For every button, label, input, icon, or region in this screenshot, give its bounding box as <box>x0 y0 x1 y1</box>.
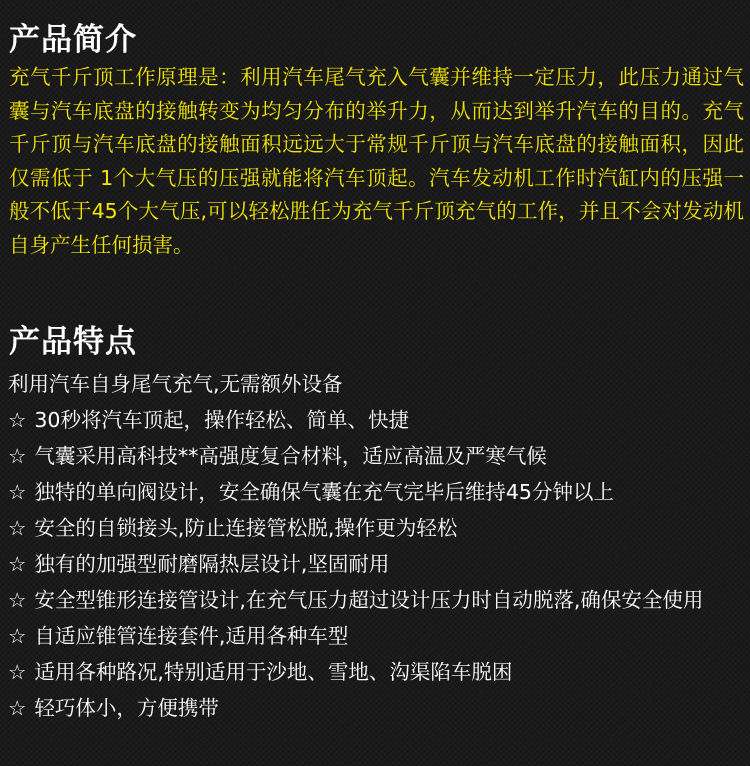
feature-text: 独特的单向阀设计，安全确保气囊在充气完毕后维持45分钟以上 <box>34 480 614 504</box>
feature-text: 30秒将汽车顶起，操作轻松、简单、快捷 <box>34 408 409 432</box>
feature-item <box>8 402 748 438</box>
feature-item <box>8 582 748 618</box>
feature-text: 安全的自锁接头,防止连接管松脱,操作更为轻松 <box>34 516 458 540</box>
star-icon: ☆ <box>8 660 27 684</box>
star-icon: ☆ <box>8 588 27 612</box>
feature-item <box>8 474 748 510</box>
feature-text: 气囊采用高科技**高强度复合材料，适应高温及严寒气候 <box>34 444 547 468</box>
star-icon: ☆ <box>8 480 27 504</box>
feature-text: 适用各种路况,特别适用于沙地、雪地、沟渠陷车脱困 <box>34 660 513 684</box>
star-icon: ☆ <box>8 696 27 720</box>
intro-heading: 产品简介 <box>9 22 137 58</box>
star-icon: ☆ <box>8 516 27 540</box>
feature-item <box>8 546 748 582</box>
features-list <box>8 366 748 726</box>
feature-item <box>8 438 748 474</box>
feature-text: 轻巧体小，方便携带 <box>34 696 219 720</box>
feature-text: 独有的加强型耐磨隔热层设计,坚固耐用 <box>34 552 390 576</box>
feature-item <box>8 510 748 546</box>
feature-item <box>8 618 748 654</box>
features-heading: 产品特点 <box>9 324 137 360</box>
feature-text: 安全型锥形连接管设计,在充气压力超过设计压力时自动脱落,确保安全使用 <box>34 588 704 612</box>
feature-item <box>8 654 748 690</box>
feature-item <box>8 690 748 726</box>
star-icon: ☆ <box>8 444 27 468</box>
star-icon: ☆ <box>8 624 27 648</box>
feature-text: 自适应锥管连接套件,适用各种车型 <box>34 624 349 648</box>
star-icon: ☆ <box>8 552 27 576</box>
feature-lead: 利用汽车自身尾气充气,无需额外设备 <box>8 372 343 396</box>
star-icon: ☆ <box>8 408 27 432</box>
intro-paragraph: 充气千斤顶工作原理是：利用汽车尾气充入气囊并维持一定压力，此压力通过气囊与汽车底盘的接触转变为均匀分布的举升力，从而达到举升汽车的目的。充气千斤顶与汽车底盘的接触面积远远大于常规千斤顶与汽车底盘的接触面积，因此仅需低于 1个大气压的压强就能将汽车顶起。汽车发动机工作时汽缸内的压强一般不低于45个大气压,可以轻松胜任为充气千斤顶充气的工作，并且不会对发动机自身产生任何损害。 <box>9 65 744 257</box>
